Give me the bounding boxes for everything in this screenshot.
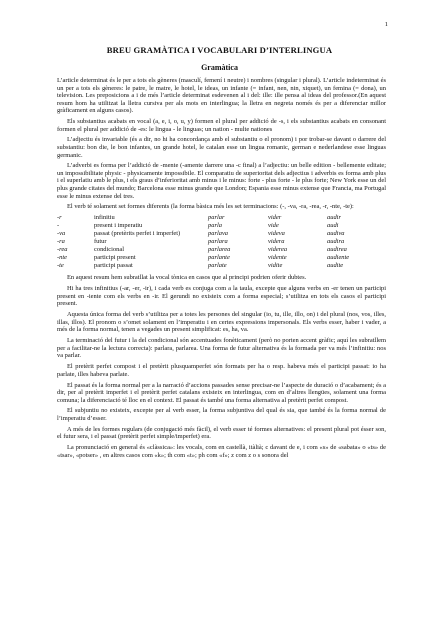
paragraph-esser: A més de les formes regulars (de conjugació més fàcil), el verb esser té formes alternatives: el present plural pot ésser son, el futur sera, i el passat (pretèrit perfet simple/imperfet) era. — [57, 425, 386, 441]
parlar-cell: parla — [208, 222, 222, 230]
ending-cell: -r — [57, 214, 62, 222]
vider-cell: vide — [268, 222, 279, 230]
conjugation-table — [57, 214, 377, 269]
document-body — [57, 77, 386, 463]
parlar-cell: parlara — [208, 237, 228, 245]
audir-cell: audira — [327, 237, 345, 245]
audir-cell: audir — [327, 214, 341, 222]
meaning-cell: present i imperatiu — [94, 222, 143, 230]
meaning-cell: passat (pretèrits perfet i imperfet) — [94, 230, 181, 238]
paragraph-pronunciation: La pronunciació en general és «clàssica»: les vocals, com en castellà, itàlià; c davant de e, i com «s» de «sabata» o «ts» de «tsar», «potser» , en altres casos com «k»; th com «t»; ph com «f»; z com z o s sonora del — [57, 444, 386, 459]
meaning-cell: participi passat — [94, 261, 133, 269]
paragraph-adverbs: L’adverbi es forma per l’addició de -mente (-amente darrere una -c final) a l’adjectiu: un belle edition - bellemente editate; un impossibilitate physic - physicamente impossibile. El comparatiu de superioritat dels adjectius i adverbis es forma amb plus i el superlatiu amb le plus, i els graus d’inferioritat amb minus i le minus: forte - plus forte - le plus forte; New York esse un del plus grande citates del mundo; Barcelona esse minus grande que London; Espania esse minus extense que Francia, ma Portugal esse le minus extense del tres. — [57, 162, 386, 200]
vider-cell: vidente — [268, 253, 287, 261]
paragraph-stress-note: En aquest resum hem subratllat la vocal tònica en casos que al principi podrien oferir dubtes. — [67, 274, 307, 282]
paragraph-subjunctive: El subjuntiu no existeix, excepte per al verb esser, la forma subjuntiva del qual és sia, que també és la forma normal de l’imperatiu d’esser. — [57, 407, 386, 422]
vider-cell: viderea — [268, 245, 288, 253]
parlar-cell: parlar — [208, 214, 225, 222]
audir-cell: audirea — [327, 245, 347, 253]
audir-cell: audiente — [327, 253, 350, 261]
meaning-cell: infinitiu — [94, 214, 115, 222]
document-title: BREU GRAMÀTICA I VOCABULARI D’INTERLINGUA — [106, 45, 333, 55]
vider-cell: videra — [268, 237, 285, 245]
conjugation-row — [57, 246, 377, 254]
meaning-cell: participi present — [94, 253, 136, 261]
paragraph-plurals: Els substantius acabats en vocal (a, e, i, o, u, y) formen el plural per addició de -s, i els substantius acabats en consonant formen el plural per addició de -es: le lingua - le linguas; un nation - multe nationes — [57, 118, 386, 133]
conjugation-row — [57, 254, 377, 262]
conjugation-row — [57, 222, 377, 230]
audir-cell: audiva — [327, 230, 345, 238]
paragraph-past: El passat és la forma normal per a la narració d’accions passades sense precisar-ne l’aspecte de duració o d’acabament; és a dir, per al pretèrit imperfet i el pretèrit perfet catalans existeix en interlingua, com en d’altres llengües, solament una forma comuna; la diferenciació té lloc en el context. El passat és també una forma alternativa al pretèrit perfet compost. — [57, 381, 386, 404]
section-heading: Gramàtica — [201, 63, 238, 72]
parlar-cell: parlate — [208, 261, 227, 269]
paragraph-infinitives: Hi ha tres infinitius (-ar, -er, -ir), i cada verb es conjuga com a la taula, excepte que alguns verbs en -er tenen un participi present en -iente com els verbs en -ir. El gerundi no existeix com a forma especial; s’utilitza en tots els casos el participi present. — [57, 285, 386, 308]
ending-cell: - — [57, 222, 60, 230]
conjugation-row — [57, 230, 377, 238]
vider-cell: videva — [268, 230, 285, 238]
vider-cell: vidite — [268, 261, 283, 269]
parlar-cell: parlava — [208, 230, 229, 238]
ending-cell: -nte — [57, 253, 68, 261]
ending-cell: -rea — [57, 245, 68, 253]
paragraph-articles: L’article determinat és le per a tots els gèneres (masculí, femení i neutre) i nombres (singular i plural). L’article indeterminat és un per a tots els gèneres: le patre, le matre, le hotel, le ideas, un infante (= infant, nen, nin, xiquet), un femina (= dona), un television. Les preposicions a i de més l’article determinat esdevenen al i del: ille: ille pensa al ideas del professor.(En aquest resum hom ha utilitzat la lletra cursiva per als mots en interlingua; la lletra en negreta només és per a diferenciar millor gràficament en alguns casos). — [57, 77, 386, 115]
paragraph-future: La terminació del futur i la del condicional són accentuades fonèticament (però no porten accent gràfic; aquí les subratllem per a facilitar-ne la lectura correcta): parlara, parlarea. Una forma de futur alternativa és la formada per va més l’infinitiu: nos va parlar. — [57, 337, 386, 360]
parlar-cell: parlante — [208, 253, 230, 261]
ending-cell: -va — [57, 230, 66, 238]
conjugation-row — [57, 214, 377, 222]
page-number: 1 — [384, 21, 388, 28]
vider-cell: vider — [268, 214, 282, 222]
paragraph-perfect: El pretèrit perfet compost i el pretèrit plusquamperfet són formats per ha o resp. habeva més el participi passat: io ha parlate, illes habeva parlate. — [57, 363, 386, 378]
audir-cell: audite — [327, 261, 344, 269]
meaning-cell: condicional — [94, 245, 125, 253]
conjugation-row — [57, 238, 377, 246]
parlar-cell: parlarea — [208, 245, 231, 253]
conjugation-row — [57, 262, 377, 270]
ending-cell: -te — [57, 261, 64, 269]
audir-cell: audi — [327, 222, 339, 230]
meaning-cell: futur — [94, 237, 107, 245]
paragraph-adjectives: L’adjectiu és invariable (és a dir, no hi ha concordança amb el substantiu o el pronom) i por trobar-se davant o darrere del substantiu: bon die, le bon infantes, un grande hotel, le catalan esse un lingua romanic, german e nederlandese esse linguas germanic. — [57, 136, 386, 159]
ending-cell: -ra — [57, 237, 65, 245]
paragraph-persons: Aquesta única forma del verb s’utilitza per a totes les persones del singular (io, tu, ille, illo, on) i del plural (nos, vos, illes, illas, illos). El pronom o s’omet solament en l’imperatiu i en certes expressions impersonals. Els verbs esser, haber i vader, a més de la forma normal, tenen a vegades un present simplificat: es, ha, va. — [57, 311, 386, 334]
paragraph-verb-forms: El verb té solament set formes diferents (la forma bàsica més les set terminacions: (-, -va, -ra, -rea, -r, -nte, -te): — [67, 203, 354, 211]
